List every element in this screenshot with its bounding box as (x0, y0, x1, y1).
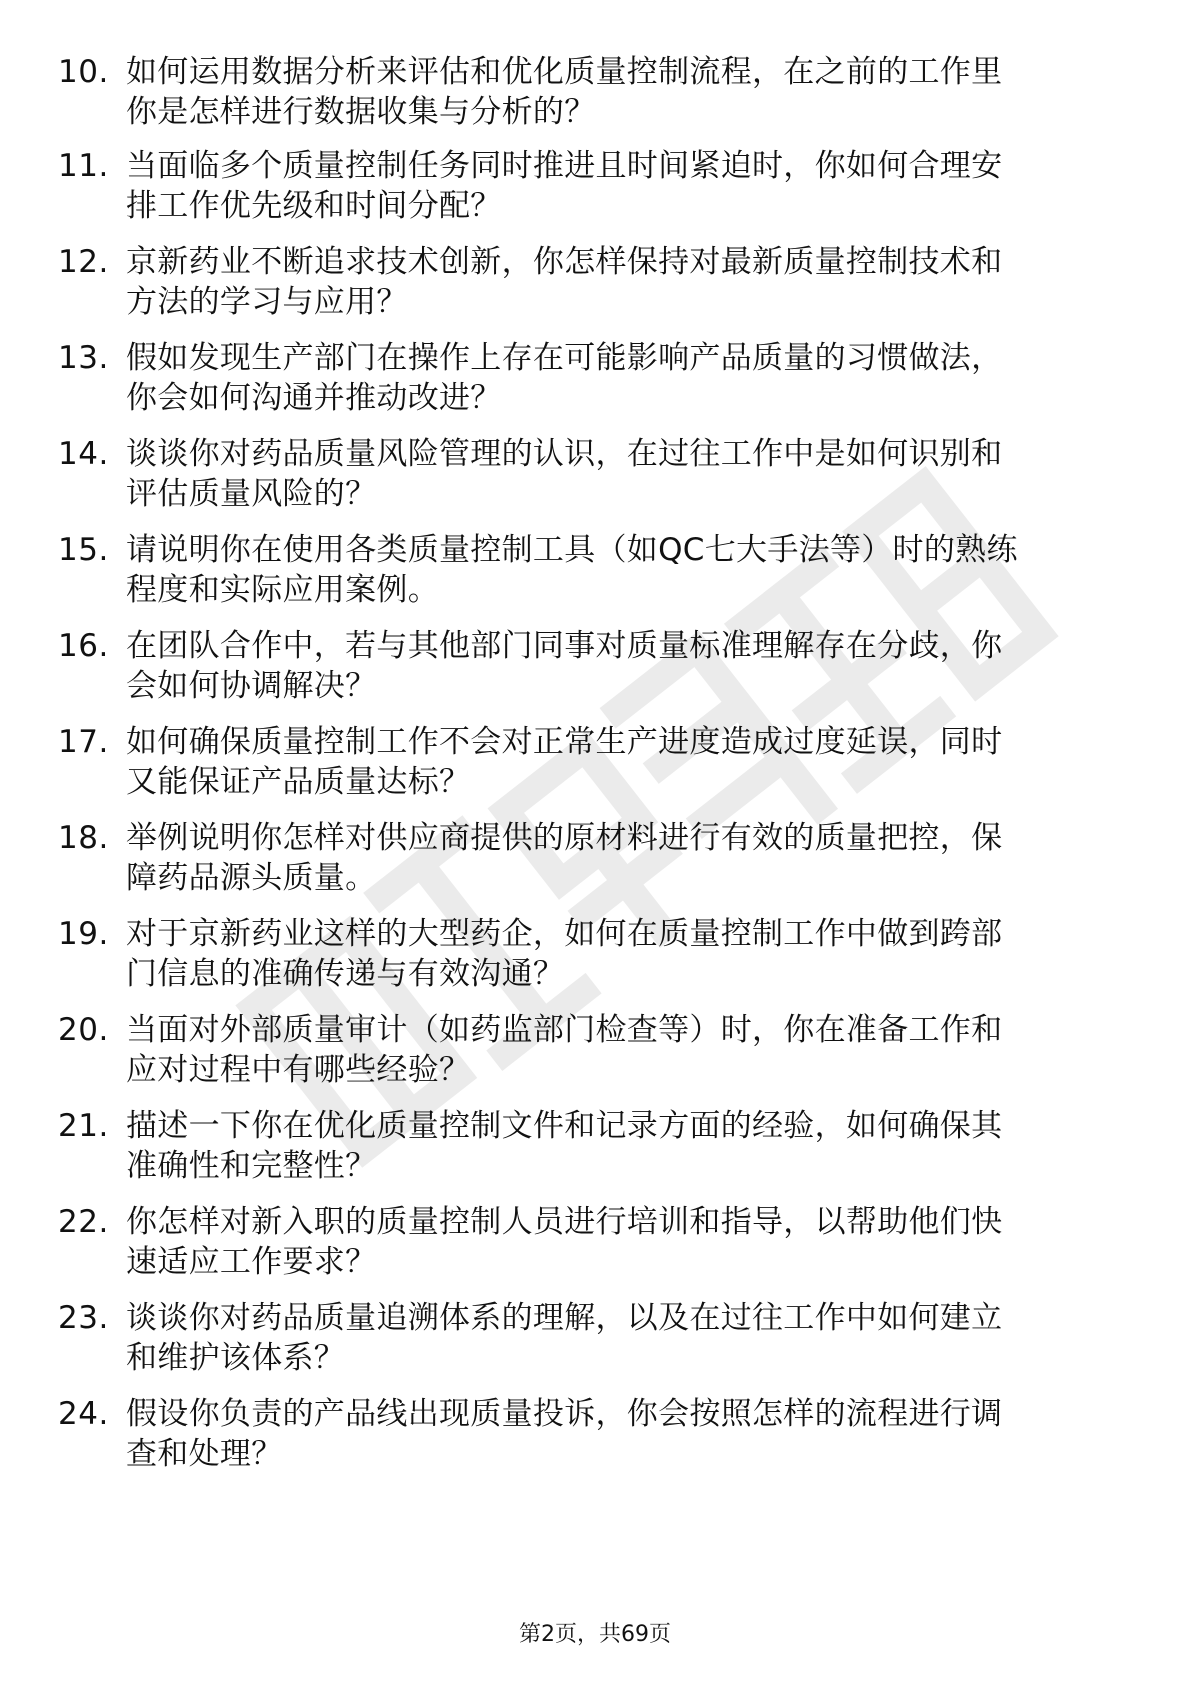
question-line: 查和处理？ (126, 1436, 283, 1472)
question-text (126, 1010, 1126, 1090)
question-line: 描述一下你在优化质量控制文件和记录方面的经验，如何确保其 (126, 1108, 1003, 1144)
question-text (126, 914, 1126, 994)
question-text (126, 242, 1126, 322)
question-line: 会如何协调解决？ (126, 668, 377, 704)
question-line: 举例说明你怎样对供应商提供的原材料进行有效的质量把控，保 (126, 820, 1003, 856)
question-line: 速适应工作要求？ (126, 1244, 377, 1280)
question-number: 23. (58, 1300, 109, 1336)
question-number: 10. (58, 54, 109, 90)
question-text (126, 338, 1126, 418)
question-text (126, 1394, 1126, 1474)
question-text (126, 146, 1126, 226)
question-number: 16. (58, 628, 109, 664)
question-number: 15. (58, 532, 109, 568)
question-line: 假设你负责的产品线出现质量投诉，你会按照怎样的流程进行调 (126, 1396, 1003, 1432)
question-line: 排工作优先级和时间分配？ (126, 188, 502, 224)
question-line: 如何确保质量控制工作不会对正常生产进度造成过度延误，同时 (126, 724, 1003, 760)
question-text (126, 626, 1126, 706)
question-number: 12. (58, 244, 109, 280)
question-number: 18. (58, 820, 109, 856)
question-text (126, 1202, 1126, 1282)
question-number: 14. (58, 436, 109, 472)
question-line: 当面对外部质量审计（如药监部门检查等）时，你在准备工作和 (126, 1012, 1003, 1048)
question-line: 程度和实际应用案例。 (126, 572, 439, 608)
question-number: 21. (58, 1108, 109, 1144)
question-text (126, 52, 1126, 132)
question-text (126, 1298, 1126, 1378)
question-line: 评估质量风险的？ (126, 476, 377, 512)
question-line: 京新药业不断追求技术创新，你怎样保持对最新质量控制技术和 (126, 244, 1003, 280)
question-line: 谈谈你对药品质量风险管理的认识，在过往工作中是如何识别和 (126, 436, 1003, 472)
question-line: 又能保证产品质量达标？ (126, 764, 471, 800)
question-line: 准确性和完整性？ (126, 1148, 377, 1184)
question-line: 应对过程中有哪些经验？ (126, 1052, 471, 1088)
question-line: 如何运用数据分析来评估和优化质量控制流程，在之前的工作里 (126, 54, 1003, 90)
question-line: 方法的学习与应用？ (126, 284, 408, 320)
question-text (126, 530, 1126, 610)
page-number: 第2页，共69页 (519, 1622, 671, 1647)
question-line: 和维护该体系？ (126, 1340, 346, 1376)
question-line: 对于京新药业这样的大型药企，如何在质量控制工作中做到跨部 (126, 916, 1003, 952)
question-text (126, 1106, 1126, 1186)
question-number: 22. (58, 1204, 109, 1240)
question-line: 谈谈你对药品质量追溯体系的理解，以及在过往工作中如何建立 (126, 1300, 1003, 1336)
question-line: 假如发现生产部门在操作上存在可能影响产品质量的习惯做法， (126, 340, 1003, 376)
question-line: 你是怎样进行数据收集与分析的？ (126, 94, 596, 130)
question-number: 11. (58, 148, 109, 184)
question-number: 17. (58, 724, 109, 760)
question-line: 障药品源头质量。 (126, 860, 377, 896)
question-line: 你怎样对新入职的质量控制人员进行培训和指导，以帮助他们快 (126, 1204, 1003, 1240)
question-line: 当面临多个质量控制任务同时推进且时间紧迫时，你如何合理安 (126, 148, 1003, 184)
question-number: 20. (58, 1012, 109, 1048)
question-line: 门信息的准确传递与有效沟通？ (126, 956, 565, 992)
question-line: 请说明你在使用各类质量控制工具（如QC七大手法等）时的熟练 (126, 532, 1018, 568)
question-text (126, 434, 1126, 514)
question-number: 13. (58, 340, 109, 376)
question-number: 24. (58, 1396, 109, 1432)
question-text (126, 722, 1126, 802)
question-line: 在团队合作中，若与其他部门同事对质量标准理解存在分歧，你 (126, 628, 1003, 664)
question-number: 19. (58, 916, 109, 952)
question-line: 你会如何沟通并推动改进？ (126, 380, 502, 416)
question-text (126, 818, 1126, 898)
